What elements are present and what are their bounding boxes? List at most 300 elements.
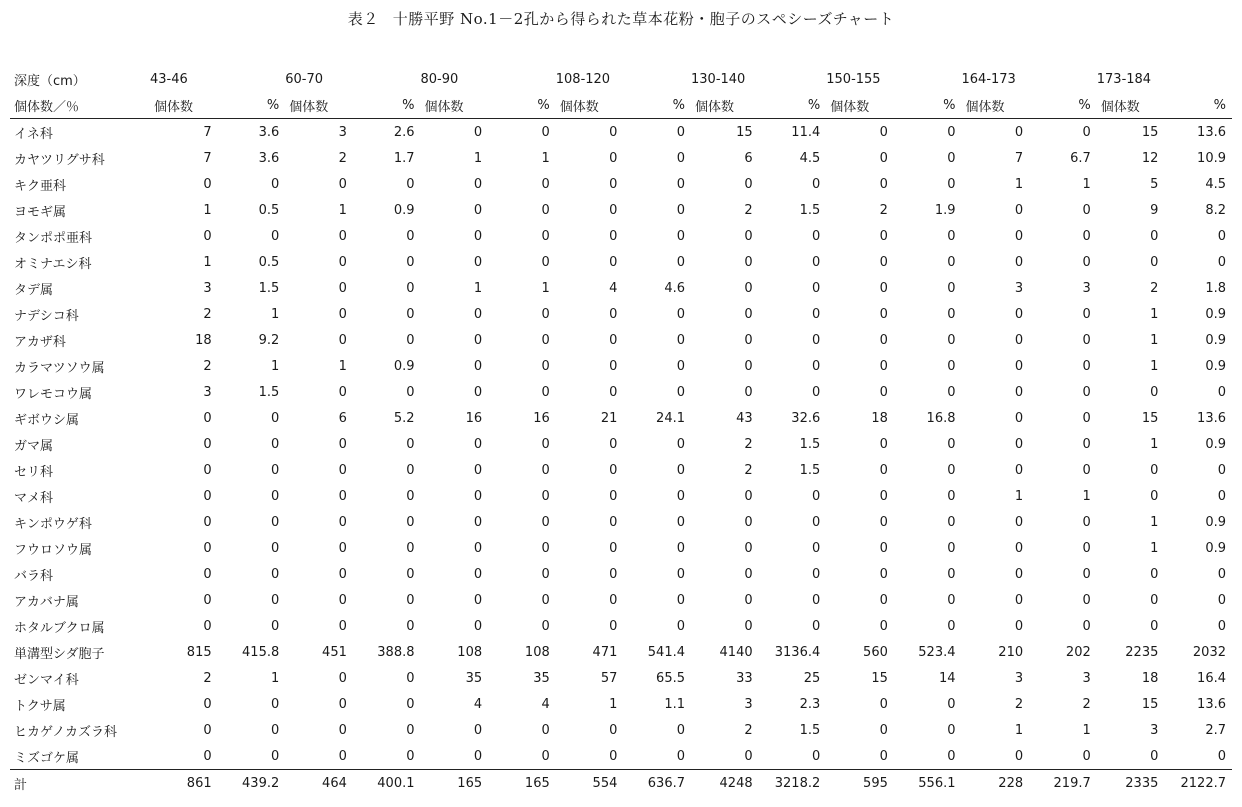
percent-cell: 0 [406, 514, 415, 530]
count-cell: 0 [879, 696, 888, 712]
percent-cell: 2.7 [1205, 722, 1226, 738]
count-cell: 0 [609, 566, 618, 582]
count-cell: 0 [609, 722, 618, 738]
percent-cell: 0 [541, 384, 550, 400]
count-cell: 0 [203, 722, 212, 738]
count-cell: 0 [338, 748, 347, 764]
table-row [10, 431, 1232, 457]
depth-header: 43-46 [150, 71, 188, 87]
count-cell: 0 [879, 540, 888, 556]
count-cell: 0 [609, 592, 618, 608]
taxon-name: ホタルブクロ属 [14, 620, 105, 636]
count-cell: 464 [285, 770, 353, 797]
percent-cell: 2032 [1192, 644, 1226, 660]
count-cell: 3 [1014, 280, 1024, 296]
count-cell: 0 [1014, 202, 1024, 218]
count-cell: 0 [473, 124, 483, 140]
count-cell: 1 [609, 696, 618, 712]
percent-cell: 1.5 [799, 462, 821, 478]
percent-cell: 1.7 [393, 150, 415, 166]
taxon-name: トクサ属 [14, 698, 66, 714]
percent-cell: 0 [676, 722, 685, 738]
percent-cell: 0 [811, 254, 821, 270]
percent-cell: 0 [947, 228, 956, 244]
percent-cell: 0.9 [1205, 332, 1226, 348]
count-cell: 3 [744, 696, 753, 712]
percent-cell: 8.2 [1205, 202, 1226, 218]
percent-cell: 0 [811, 176, 821, 192]
percent-cell: 0 [1082, 306, 1091, 322]
count-cell: 0 [473, 748, 483, 764]
count-cell: 1 [1150, 332, 1159, 348]
percent-cell: 0 [1082, 592, 1091, 608]
table-row [10, 639, 1232, 665]
taxon-name: タンポポ亜科 [14, 230, 93, 246]
percent-cell: 0 [947, 436, 956, 452]
percent-cell: 0 [270, 228, 280, 244]
count-cell: 0 [338, 488, 347, 504]
percent-cell: 1 [270, 670, 280, 686]
table-row [10, 535, 1232, 561]
percent-cell: 4 [541, 696, 550, 712]
count-cell: 1 [1014, 722, 1024, 738]
percent-cell: 0 [541, 254, 550, 270]
percent-cell: 25 [803, 670, 821, 686]
count-cell: 0 [879, 332, 888, 348]
percent-cell: 32.6 [791, 410, 821, 426]
count-cell: 0 [1014, 124, 1024, 140]
count-cell: 2 [338, 150, 347, 166]
percent-cell: 1.5 [799, 722, 821, 738]
count-cell: 0 [1014, 254, 1024, 270]
percent-cell: 0 [811, 566, 821, 582]
percent-cell: 439.2 [218, 770, 286, 797]
percent-cell: 400.1 [353, 770, 421, 797]
table-row [10, 561, 1232, 587]
count-cell: 3 [338, 124, 347, 140]
count-cell: 0 [744, 488, 753, 504]
percent-cell: 0 [947, 618, 956, 634]
table-number: 表２ [347, 10, 379, 28]
count-cell: 0 [338, 176, 347, 192]
percent-cell: 0 [541, 540, 550, 556]
percent-cell: 0 [811, 488, 821, 504]
percent-cell: 0 [811, 514, 821, 530]
percent-cell: 0 [811, 592, 821, 608]
percent-cell: 1.5 [258, 280, 280, 296]
percent-cell: 0 [947, 280, 956, 296]
percent-cell: 4.5 [799, 150, 821, 166]
percent-cell: 0 [1217, 566, 1226, 582]
percent-cell: 0 [406, 176, 415, 192]
percent-cell: 0 [676, 540, 685, 556]
depth-header: 130-140 [691, 71, 746, 87]
percent-cell: 0 [947, 254, 956, 270]
table-row [10, 587, 1232, 613]
count-cell: 18 [195, 332, 212, 348]
count-cell: 0 [879, 514, 888, 530]
count-cell: 0 [203, 488, 212, 504]
taxon-name: ナデシコ科 [14, 308, 79, 324]
percent-cell: 0 [811, 618, 821, 634]
percent-cell: 0 [676, 462, 685, 478]
table-row [10, 249, 1232, 275]
percent-cell: 415.8 [242, 644, 280, 660]
percent-cell: 0 [676, 228, 685, 244]
count-cell: 0 [744, 254, 753, 270]
percent-cell: 0 [1082, 254, 1091, 270]
percent-cell: 3.6 [258, 124, 280, 140]
percent-cell: 0.9 [393, 202, 415, 218]
percent-cell: 523.4 [918, 644, 956, 660]
count-cell: 0 [473, 332, 483, 348]
percent-cell: 165 [488, 770, 556, 797]
percent-cell: 0 [270, 176, 280, 192]
percent-cell: 1.9 [934, 202, 956, 218]
taxon-name: イネ科 [14, 126, 53, 142]
percent-header: % [218, 92, 286, 119]
count-cell: 57 [600, 670, 618, 686]
count-cell: 0 [744, 514, 753, 530]
count-header: 個体数 [556, 92, 624, 119]
taxon-name: ヒカゲノカズラ科 [14, 724, 117, 740]
count-cell: 0 [744, 748, 753, 764]
count-cell: 451 [322, 644, 347, 660]
taxon-name: ゼンマイ科 [14, 672, 79, 688]
count-cell: 0 [473, 514, 483, 530]
table-row [10, 171, 1232, 197]
count-cell: 9 [1150, 202, 1159, 218]
count-cell: 560 [863, 644, 888, 660]
count-cell: 16 [465, 410, 483, 426]
count-cell: 15 [871, 670, 888, 686]
percent-cell: 3136.4 [774, 644, 821, 660]
count-cell: 0 [473, 228, 483, 244]
count-cell: 2 [744, 202, 753, 218]
percent-cell: 0 [676, 306, 685, 322]
table-row [10, 145, 1232, 171]
percent-cell: 0.9 [1205, 306, 1226, 322]
count-cell: 0 [473, 488, 483, 504]
percent-cell: 65.5 [656, 670, 685, 686]
percent-cell: 0 [1082, 384, 1091, 400]
count-cell: 1 [1014, 176, 1024, 192]
count-cell: 7 [203, 124, 212, 140]
percent-cell: 0 [270, 566, 280, 582]
count-cell: 0 [473, 384, 483, 400]
count-cell: 0 [879, 150, 888, 166]
percent-cell: 16 [533, 410, 550, 426]
count-cell: 0 [203, 436, 212, 452]
count-cell: 21 [600, 410, 618, 426]
percent-cell: 13.6 [1197, 124, 1226, 140]
percent-cell: 0 [1217, 488, 1226, 504]
count-cell: 0 [1150, 566, 1159, 582]
percent-cell: 0 [541, 514, 550, 530]
count-cell: 0 [744, 228, 753, 244]
count-cell: 0 [1014, 748, 1024, 764]
count-cell: 1 [203, 202, 212, 218]
percent-cell: 0 [270, 748, 280, 764]
count-cell: 1 [1150, 306, 1159, 322]
table-row [10, 509, 1232, 535]
count-cell: 0 [338, 280, 347, 296]
percent-cell: 0 [1217, 462, 1226, 478]
percent-cell: 0 [406, 384, 415, 400]
count-cell: 0 [609, 150, 618, 166]
count-cell: 0 [609, 514, 618, 530]
count-cell: 0 [744, 176, 753, 192]
count-cell: 0 [879, 228, 888, 244]
count-cell: 2 [203, 670, 212, 686]
table-row [10, 353, 1232, 379]
percent-cell: 0 [541, 436, 550, 452]
percent-cell: 0 [406, 332, 415, 348]
count-cell: 0 [879, 384, 888, 400]
count-cell: 3 [203, 384, 212, 400]
count-cell: 0 [1014, 436, 1024, 452]
count-cell: 2 [744, 436, 753, 452]
count-cell: 0 [744, 306, 753, 322]
percent-cell: 0 [270, 436, 280, 452]
percent-cell: 0 [541, 592, 550, 608]
percent-header: % [759, 92, 827, 119]
count-cell: 0 [744, 566, 753, 582]
table-row [10, 613, 1232, 639]
percent-cell: 1 [541, 150, 550, 166]
depth-header: 80-90 [420, 71, 459, 87]
percent-cell: 0 [270, 410, 280, 426]
percent-cell: 0 [676, 748, 685, 764]
unit-label: 個体数／％ [10, 92, 150, 119]
taxon-name: ガマ属 [14, 438, 54, 454]
percent-cell: 3218.2 [759, 770, 827, 797]
percent-cell: 0 [811, 306, 821, 322]
percent-cell: 0 [947, 488, 956, 504]
count-cell: 0 [1150, 384, 1159, 400]
count-header: 個体数 [421, 92, 489, 119]
percent-cell: 0 [1082, 566, 1091, 582]
count-header: 個体数 [691, 92, 759, 119]
count-cell: 3 [1150, 722, 1159, 738]
percent-cell: 0 [1082, 124, 1091, 140]
taxon-name: マメ科 [14, 490, 54, 506]
percent-cell: 0 [406, 254, 415, 270]
count-cell: 15 [736, 124, 753, 140]
percent-cell: 0.9 [393, 358, 415, 374]
percent-cell: 0.9 [1205, 436, 1226, 452]
count-cell: 4 [473, 696, 483, 712]
count-cell: 0 [744, 618, 753, 634]
percent-cell: 219.7 [1029, 770, 1097, 797]
count-cell: 0 [1014, 228, 1024, 244]
percent-cell: 0.5 [258, 202, 280, 218]
percent-cell: 0 [1082, 748, 1091, 764]
count-cell: 0 [879, 748, 888, 764]
percent-cell: 0 [947, 384, 956, 400]
count-cell: 0 [609, 540, 618, 556]
percent-cell: 5.2 [393, 410, 415, 426]
table-row [10, 197, 1232, 223]
count-cell: 2 [203, 358, 212, 374]
percent-cell: 0 [676, 514, 685, 530]
percent-cell: 0 [406, 696, 415, 712]
percent-cell: 0 [1217, 384, 1226, 400]
count-cell: 228 [962, 770, 1030, 797]
percent-cell: 0 [676, 384, 685, 400]
percent-cell: 0 [541, 722, 550, 738]
count-cell: 0 [473, 618, 483, 634]
count-cell: 0 [744, 280, 753, 296]
percent-cell: 0 [947, 748, 956, 764]
percent-cell: 0 [947, 124, 956, 140]
percent-cell: 0 [947, 462, 956, 478]
percent-cell: 0 [676, 254, 685, 270]
count-cell: 0 [1014, 384, 1024, 400]
taxon-name: アカバナ属 [14, 594, 79, 610]
percent-cell: 24.1 [656, 410, 685, 426]
count-cell: 0 [338, 670, 347, 686]
depth-header-row [10, 66, 1232, 92]
count-cell: 0 [473, 306, 483, 322]
taxon-name: カラマツソウ属 [14, 360, 105, 376]
count-cell: 0 [203, 228, 212, 244]
percent-cell: 2 [1082, 696, 1091, 712]
count-cell: 1 [473, 280, 483, 296]
percent-cell: 2122.7 [1164, 770, 1232, 797]
percent-cell: 0 [406, 748, 415, 764]
percent-cell: 0 [1082, 618, 1091, 634]
count-cell: 595 [826, 770, 894, 797]
taxon-name: カヤツリグサ科 [14, 152, 105, 168]
depth-header: 60-70 [285, 71, 324, 87]
count-cell: 0 [1150, 462, 1159, 478]
percent-cell: 0 [1082, 540, 1091, 556]
percent-cell: 1 [1082, 722, 1091, 738]
percent-cell: 0 [676, 332, 685, 348]
unit-header-row [10, 92, 1232, 119]
table-caption: 十勝平野 No.1－2孔から得られた草本花粉・胞子のスペシーズチャート [392, 10, 895, 28]
percent-cell: 0 [947, 540, 956, 556]
percent-cell: 0 [676, 566, 685, 582]
percent-cell: 0 [947, 514, 956, 530]
depth-header: 108-120 [555, 71, 611, 87]
percent-cell: 1.5 [258, 384, 280, 400]
table-row [10, 327, 1232, 353]
count-cell: 3 [203, 280, 212, 296]
percent-cell: 0 [811, 540, 821, 556]
count-cell: 0 [1150, 618, 1159, 634]
percent-cell: 2.6 [393, 124, 415, 140]
count-cell: 0 [609, 306, 618, 322]
percent-cell: 0 [947, 332, 956, 348]
count-cell: 0 [879, 254, 888, 270]
count-cell: 0 [609, 124, 618, 140]
taxon-name: ヨモギ属 [14, 204, 67, 220]
percent-cell: 0 [270, 722, 280, 738]
count-cell: 0 [879, 462, 888, 478]
percent-cell: 16.8 [926, 410, 956, 426]
count-cell: 2 [879, 202, 888, 218]
count-cell: 0 [744, 358, 753, 374]
count-cell: 18 [1141, 670, 1159, 686]
count-cell: 0 [879, 722, 888, 738]
count-cell: 33 [736, 670, 753, 686]
percent-cell: 0 [1082, 462, 1091, 478]
percent-cell: 11.4 [791, 124, 821, 140]
count-cell: 0 [338, 384, 347, 400]
count-cell: 0 [744, 592, 753, 608]
percent-cell: 0 [541, 748, 550, 764]
taxon-name: アカザ科 [14, 334, 66, 350]
count-cell: 0 [879, 358, 888, 374]
percent-cell: 0 [811, 280, 821, 296]
count-cell: 554 [556, 770, 624, 797]
percent-cell: 0 [541, 228, 550, 244]
count-cell: 0 [338, 228, 347, 244]
taxon-name: オミナエシ科 [14, 256, 92, 272]
count-cell: 0 [338, 514, 347, 530]
taxon-name: タデ属 [14, 282, 54, 298]
count-header: 個体数 [150, 92, 218, 119]
percent-cell: 14 [938, 670, 956, 686]
percent-cell: 636.7 [623, 770, 691, 797]
percent-cell: 0 [1082, 228, 1091, 244]
percent-cell: 1.8 [1205, 280, 1226, 296]
count-cell: 0 [338, 306, 347, 322]
table-row [10, 691, 1232, 717]
depth-label: 深度（cm） [14, 73, 86, 89]
count-cell: 0 [1014, 462, 1024, 478]
percent-cell: 556.1 [894, 770, 962, 797]
count-cell: 35 [465, 670, 483, 686]
percent-cell: 16.4 [1197, 670, 1226, 686]
percent-cell: 0 [676, 150, 685, 166]
percent-cell: 0 [270, 618, 280, 634]
count-cell: 0 [203, 176, 212, 192]
percent-cell: 0 [676, 124, 685, 140]
count-cell: 1 [1014, 488, 1024, 504]
count-cell: 0 [338, 722, 347, 738]
percent-cell: 1.1 [664, 696, 685, 712]
count-cell: 0 [203, 462, 212, 478]
count-cell: 0 [609, 332, 618, 348]
percent-cell: 0 [406, 436, 415, 452]
percent-cell: 6.7 [1070, 150, 1091, 166]
percent-cell: 0 [947, 696, 956, 712]
percent-cell: 0 [406, 488, 415, 504]
count-cell: 0 [1014, 332, 1024, 348]
count-cell: 0 [473, 358, 483, 374]
count-cell: 0 [473, 592, 483, 608]
count-cell: 1 [1150, 540, 1159, 556]
count-cell: 0 [473, 254, 483, 270]
percent-cell: 0 [947, 150, 956, 166]
count-cell: 0 [473, 462, 483, 478]
percent-cell: 0 [1217, 228, 1226, 244]
percent-cell: 0 [541, 488, 550, 504]
count-cell: 0 [203, 566, 212, 582]
percent-cell: 3 [1082, 280, 1091, 296]
depth-header: 150-155 [826, 71, 881, 87]
percent-cell: 1 [1082, 176, 1091, 192]
count-cell: 0 [1150, 592, 1159, 608]
count-cell: 2335 [1097, 770, 1165, 797]
count-cell: 108 [457, 644, 483, 660]
percent-cell: 0 [676, 202, 685, 218]
count-cell: 0 [338, 436, 347, 452]
percent-cell: 0 [541, 462, 550, 478]
